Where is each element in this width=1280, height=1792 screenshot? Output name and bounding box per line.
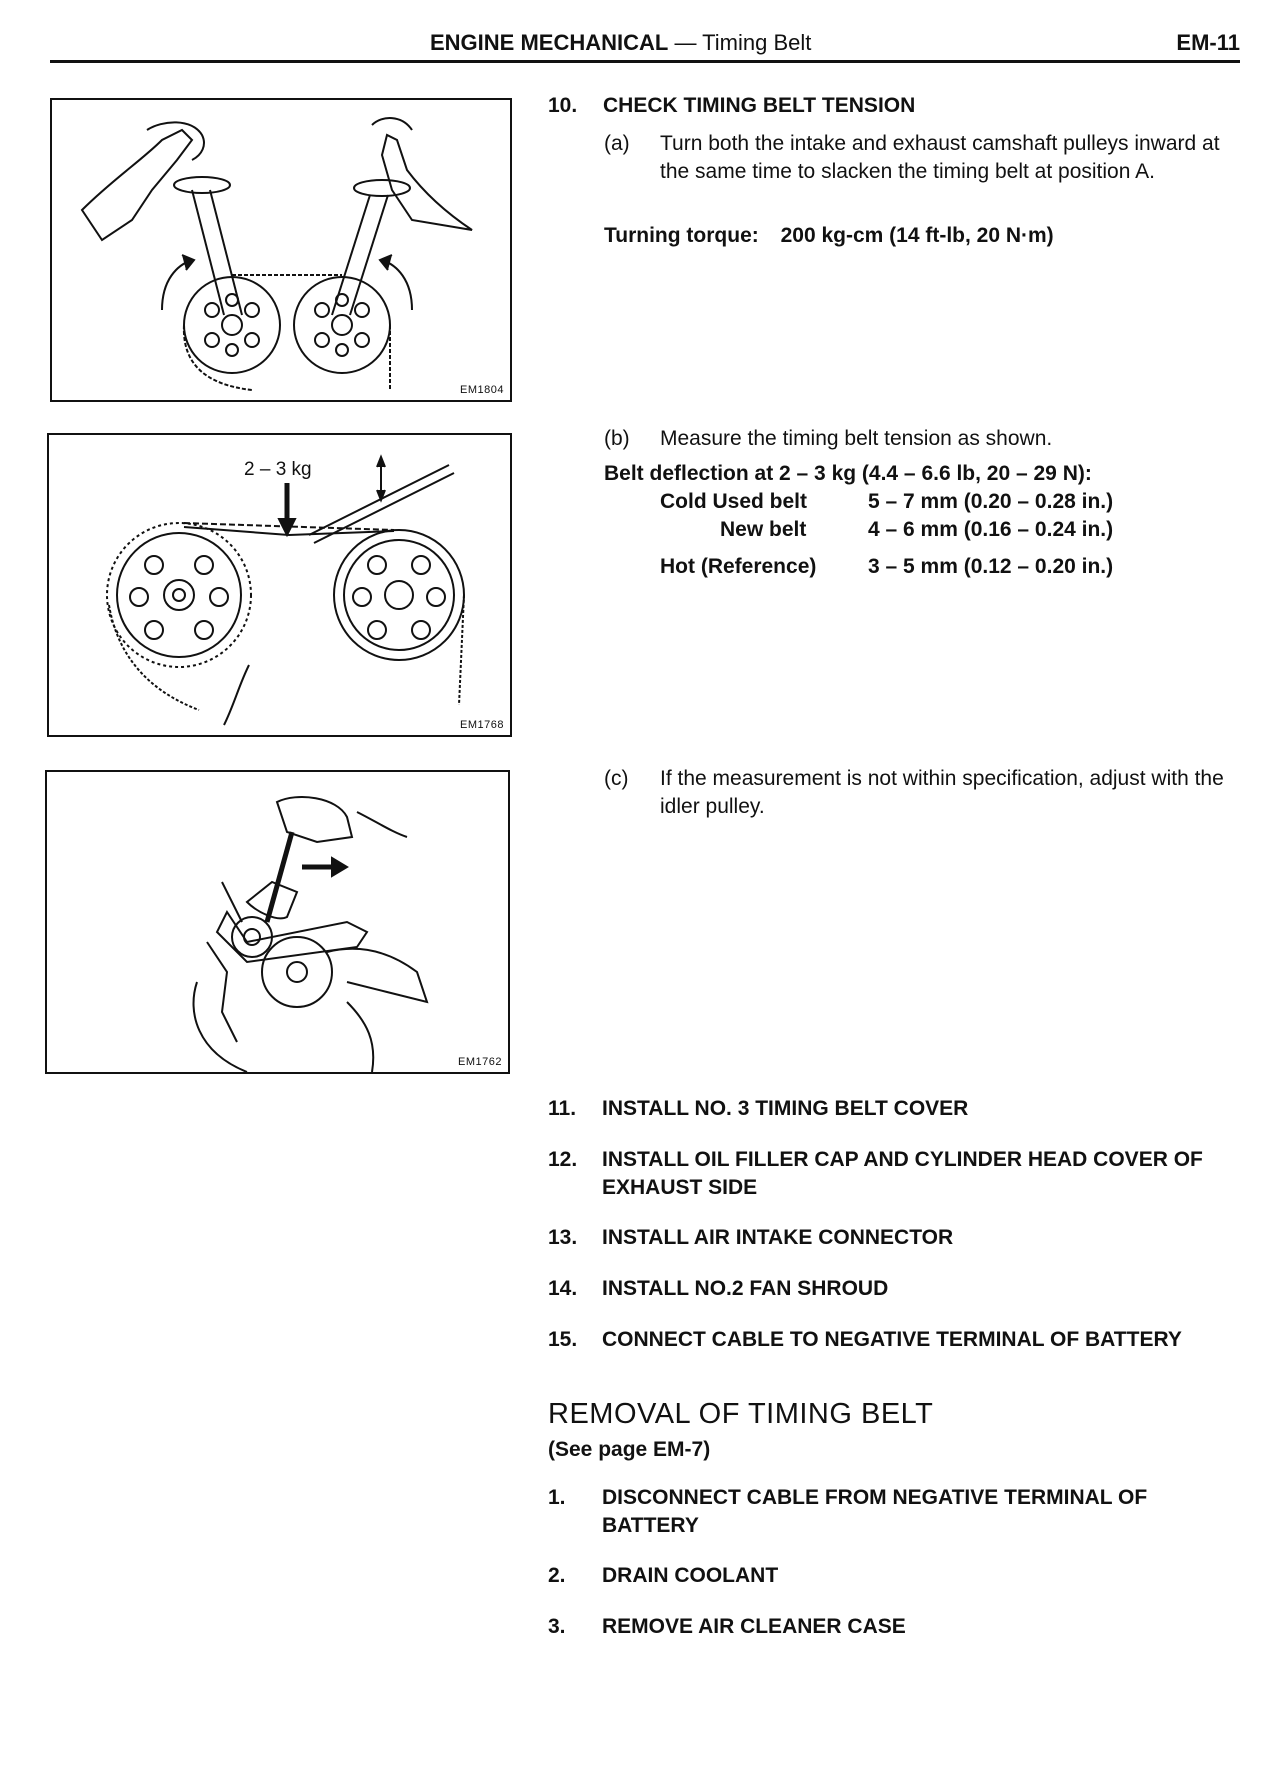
new-belt-label: New belt — [720, 518, 807, 541]
step-text: CONNECT CABLE TO NEGATIVE TERMINAL OF BATTERY — [602, 1328, 1182, 1351]
removal-step — [548, 1562, 1248, 1590]
substep-text: Turn both the intake and exhaust camshaft pulleys inward at the same time to slacken the timing belt at position A. — [660, 132, 1220, 183]
cold-used-label: Cold Used belt — [660, 490, 808, 513]
step-text: INSTALL OIL FILLER CAP AND CYLINDER HEAD COVER OF EXHAUST SIDE — [602, 1148, 1203, 1199]
figure-code: EM1762 — [458, 1056, 502, 1068]
force-label: 2 – 3 kg — [244, 459, 312, 480]
step-text: INSTALL NO.2 FAN SHROUD — [602, 1277, 889, 1300]
install-step — [548, 1326, 1248, 1354]
step-text: INSTALL NO. 3 TIMING BELT COVER — [602, 1097, 969, 1120]
step-number: 3. — [548, 1615, 566, 1638]
cold-used-value: 5 – 7 mm (0.20 – 0.28 in.) — [868, 490, 1114, 513]
header-dash: — — [668, 30, 703, 55]
turning-torque — [604, 224, 1054, 248]
step-text: REMOVE AIR CLEANER CASE — [602, 1615, 906, 1638]
step-10-heading — [548, 92, 915, 120]
substep-label: (a) — [604, 132, 630, 155]
step-number: 2. — [548, 1564, 566, 1587]
deflection-heading: Belt deflection at 2 – 3 kg (4.4 – 6.6 lb, 20 – 29 N): — [604, 462, 1092, 485]
figure-code: EM1804 — [460, 384, 504, 396]
torque-value: 200 kg-cm (14 ft-lb, 20 N·m) — [780, 224, 1054, 247]
install-step — [548, 1146, 1248, 1202]
torque-label: Turning torque: — [604, 224, 759, 247]
substep-text: Measure the timing belt tension as shown. — [660, 427, 1053, 450]
step-number: 11. — [548, 1097, 577, 1120]
section-reference: (See page EM-7) — [548, 1438, 711, 1461]
step-heading: CHECK TIMING BELT TENSION — [603, 94, 916, 117]
install-step — [548, 1275, 1248, 1303]
figure-idler-adjust — [45, 770, 510, 1074]
header-section: ENGINE MECHANICAL — [430, 30, 669, 55]
substep-text: If the measurement is not within specification, adjust with the idler pulley. — [660, 767, 1224, 818]
step-number: 14. — [548, 1277, 578, 1300]
substep-label: (c) — [604, 767, 629, 790]
step-number: 12. — [548, 1148, 578, 1171]
header-title — [430, 30, 811, 56]
step-text: DISCONNECT CABLE FROM NEGATIVE TERMINAL OF BATTERY — [602, 1486, 1148, 1537]
substep-b — [604, 425, 1244, 453]
header-subsection: Timing Belt — [702, 30, 812, 55]
removal-step — [548, 1484, 1248, 1540]
hot-label: Hot (Reference) — [660, 555, 817, 578]
substep-c — [604, 765, 1244, 821]
figure-code: EM1768 — [460, 719, 504, 731]
substep-label: (b) — [604, 427, 630, 450]
install-step — [548, 1095, 1248, 1123]
page-header — [50, 30, 1240, 63]
step-text: DRAIN COOLANT — [602, 1564, 779, 1587]
step-number: 10. — [548, 94, 578, 117]
figure-belt-deflection — [47, 433, 512, 737]
install-step — [548, 1224, 1248, 1252]
removal-step — [548, 1613, 1248, 1641]
step-number: 15. — [548, 1328, 578, 1351]
section-title: REMOVAL OF TIMING BELT — [548, 1398, 934, 1430]
step-number: 13. — [548, 1226, 578, 1249]
hot-value: 3 – 5 mm (0.12 – 0.20 in.) — [868, 555, 1114, 578]
substep-a — [604, 130, 1244, 186]
idler-adjust-illustration — [47, 772, 508, 1072]
step-number: 1. — [548, 1486, 566, 1509]
wrench-pulley-illustration — [52, 100, 510, 400]
figure-wrench-pulleys — [50, 98, 512, 402]
new-belt-value: 4 – 6 mm (0.16 – 0.24 in.) — [868, 518, 1114, 541]
page-number: EM-11 — [1176, 30, 1240, 55]
step-text: INSTALL AIR INTAKE CONNECTOR — [602, 1226, 954, 1249]
